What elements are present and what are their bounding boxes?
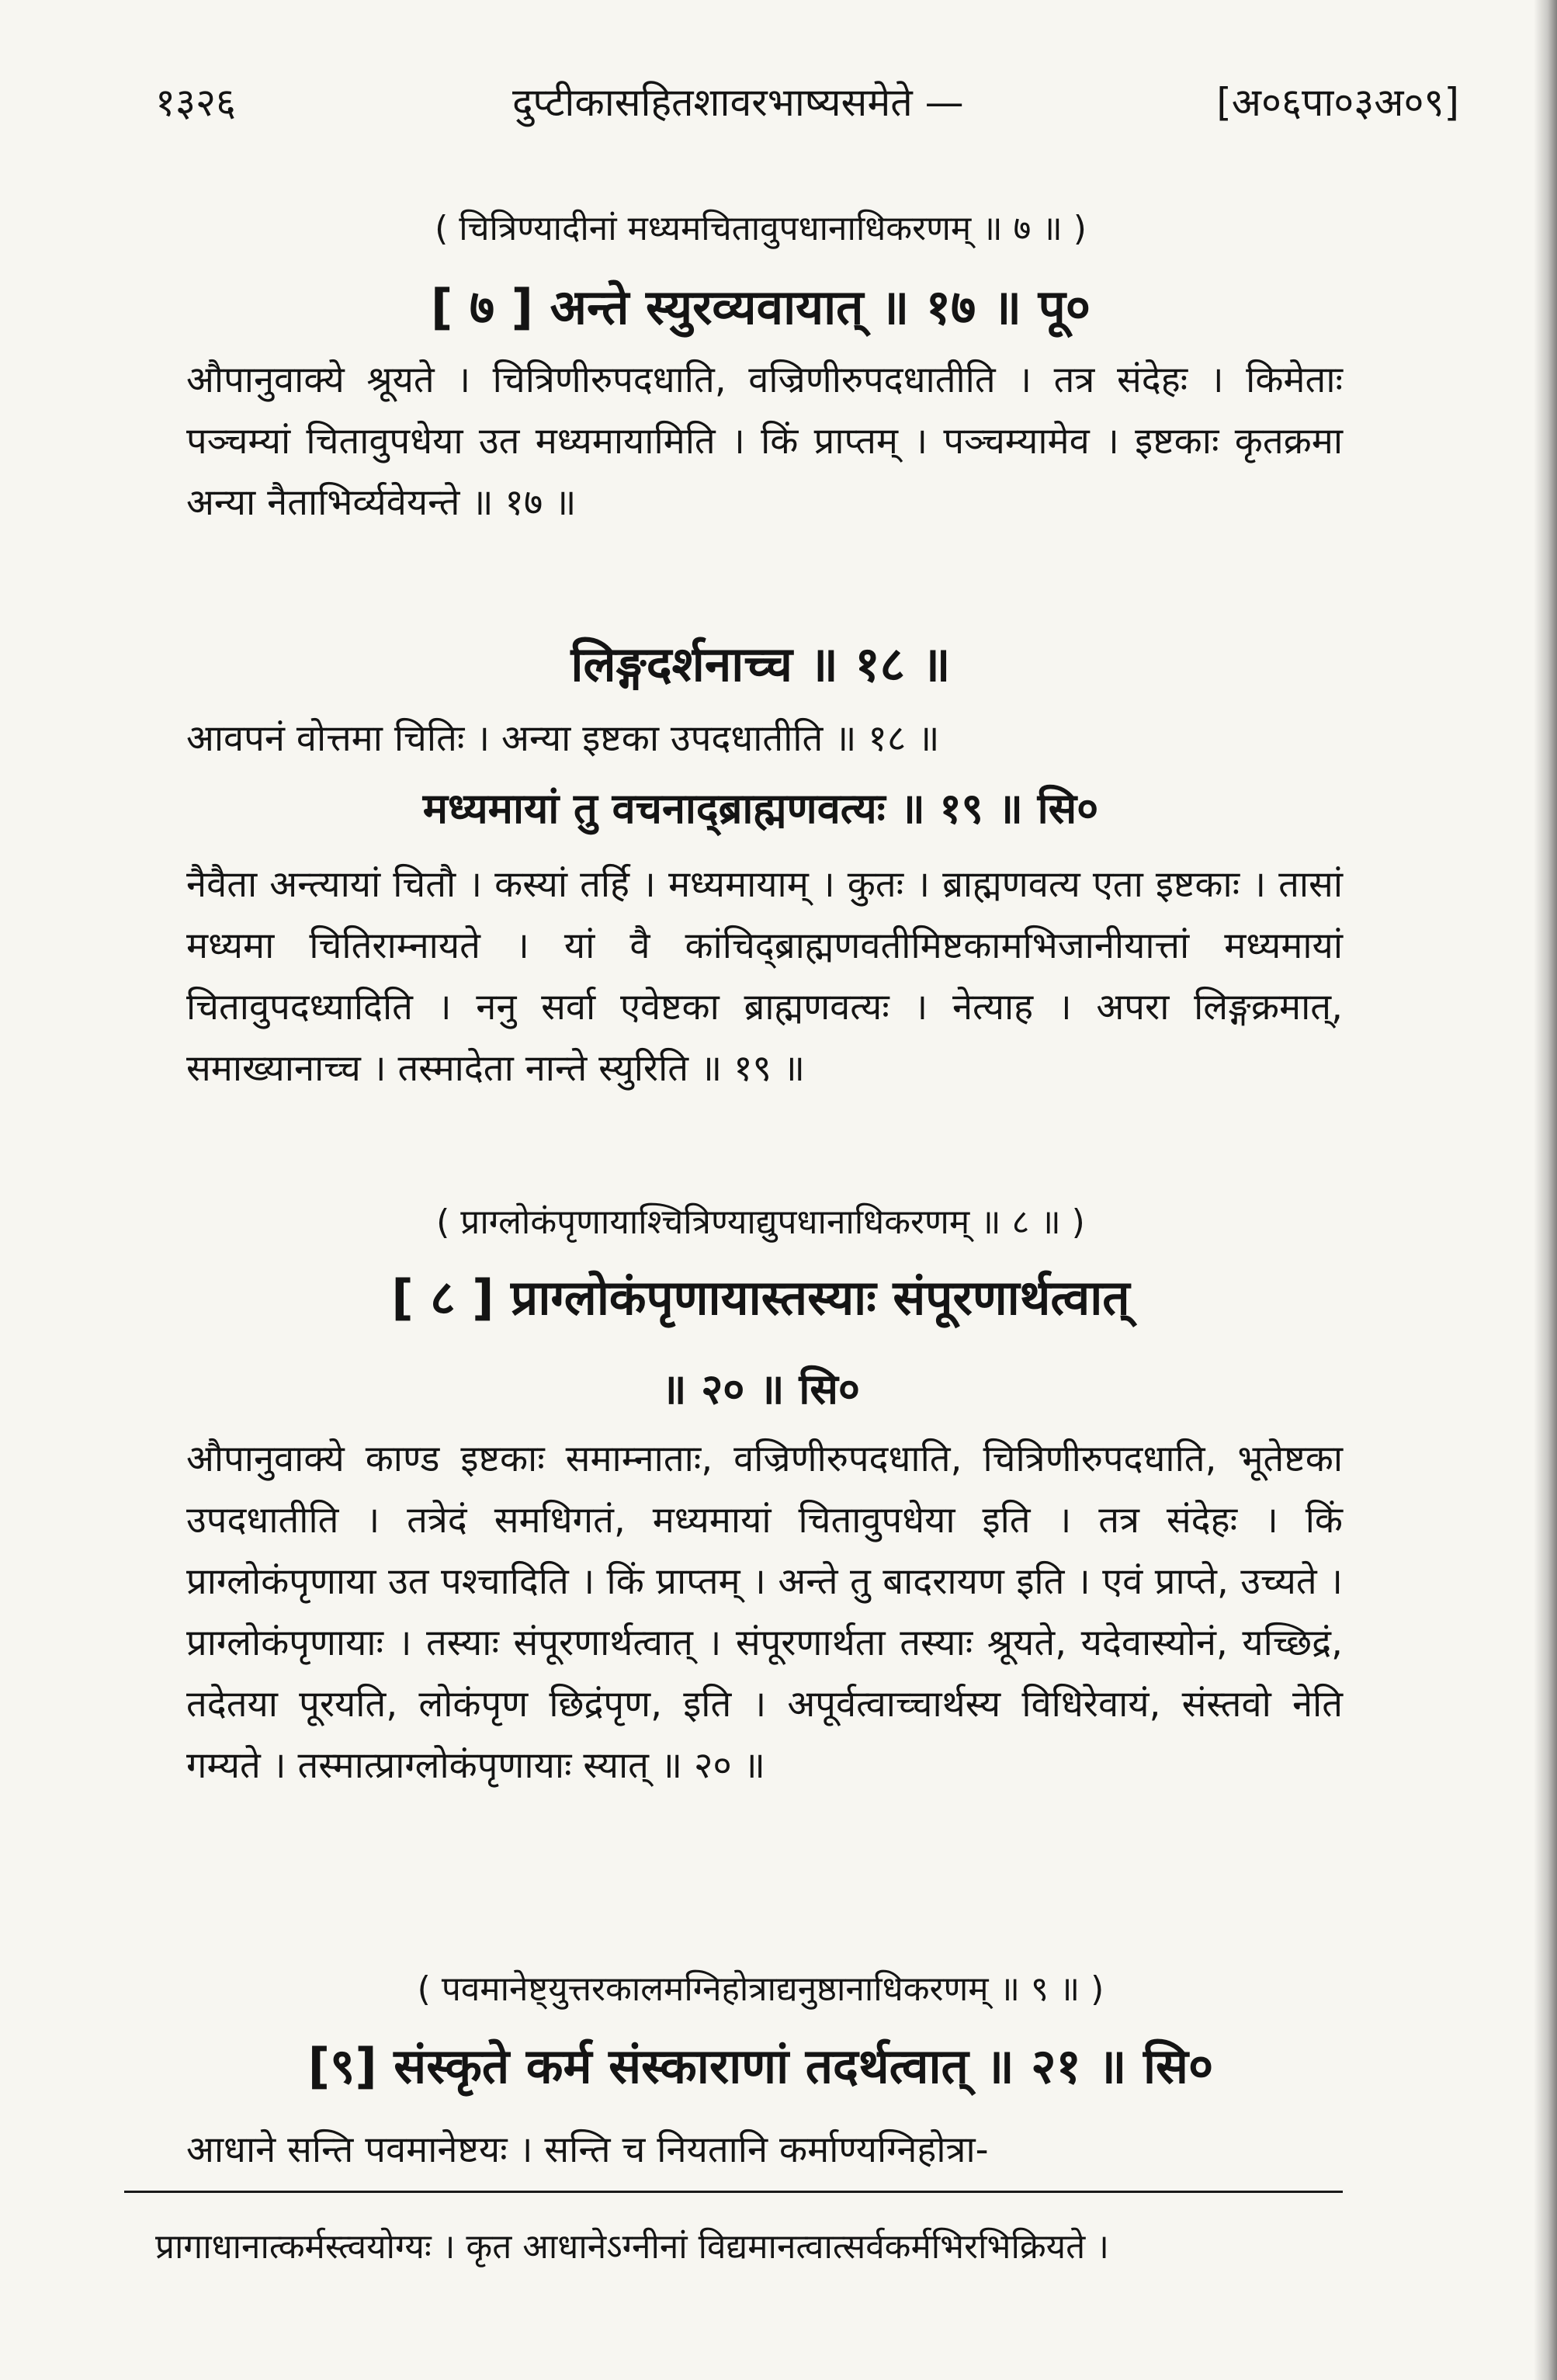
scan-edge-shadow — [1534, 0, 1557, 2380]
sutra-18: लिङ्गदर्शनाच्च ॥ १८ ॥ — [570, 636, 951, 692]
adhikarana-heading: ( चित्रिण्यादीनां मध्यमचितावुपधानाधिकरणम् ॥ ७ ॥ ) — [435, 209, 1087, 248]
bhashya-19: नैवैता अन्त्यायां चितौ । कस्यां तर्हि । मध्यमायाम् । कुतः । ब्राह्मणवत्य एता इष्टकाः । तासां मध्यमा चितिराम्नायते । यां वै कांचिद्ब्राह्मणवतीमिष्टकामभिजानीयात्तां मध्यमायां चितावुपदध्यादिति । ननु सर्वा एवेष्टका ब्राह्मणवत्यः । नेत्याह । अपरा लिङ्गक्रमात्, समाख्यानाच्च । तस्मादेता नान्ते स्युरिति ॥ १९ ॥ — [186, 863, 1343, 1090]
sutra-20-number: ॥ २० ॥ सि० — [661, 1365, 860, 1414]
sutra-17: [ ७ ] अन्ते स्युरव्यवायात् ॥ १७ ॥ पू० — [430, 279, 1091, 335]
bhashya-17: औपानुवाक्ये श्रूयते । चित्रिणीरुपदधाति, वज्रिणीरुपदधातीति । तत्र संदेहः । किमेताः पञ्चम्यां चितावुपधेया उत मध्यमायामिति । किं प्राप्तम् । पञ्चम्यामेव । इष्टकाः कृतक्रमा अन्या नैताभिर्व्यवेयन्ते ॥ १७ ॥ — [186, 359, 1343, 524]
sutra-19: मध्यमायां तु वचनाद्ब्राह्मणवत्यः ॥ १९ ॥ सि० — [422, 784, 1099, 833]
bhashya-21: आधाने सन्ति पवमानेष्टयः । सन्ति च नियतानि कर्माण्यग्निहोत्रा- — [186, 2128, 989, 2171]
bhashya-18: आवपनं वोत्तमा चितिः । अन्या इष्टका उपदधातीति ॥ १८ ॥ — [186, 717, 940, 760]
sutra-20: [ ८ ] प्राग्लोकंपृणायास्तस्याः संपूरणार्थत्वात् — [391, 1269, 1130, 1326]
footnote-divider — [124, 2191, 1343, 2193]
footnote: प्रागाधानात्कर्मस्त्वयोग्यः । कृत आधानेऽग्नीनां विद्यमानत्वात्सर्वकर्मभिरभिक्रियते । — [155, 2227, 1109, 2267]
running-title: दुप्टीकासहितशावरभाष्यसमेते — — [512, 80, 964, 125]
chapter-reference: [अ०६पा०३अ०९] — [1216, 80, 1459, 125]
running-header — [155, 75, 1459, 137]
bhashya-20: औपानुवाक्ये काण्ड इष्टकाः समाम्नाताः, वज्रिणीरुपदधाति, चित्रिणीरुपदधाति, भूतेष्टका उपदधातीति । तत्रेदं समधिगतं, मध्यमायां चितावुपधेया इति । तत्र संदेहः । किं प्राग्लोकंपृणाया उत पश्चादिति । किं प्राप्तम् । अन्ते तु बादरायण इति । एवं प्राप्ते, उच्यते । प्राग्लोकंपृणायाः । तस्याः संपूरणार्थत्वात् । संपूरणार्थता तस्याः श्रूयते, यदेवास्योनं, यच्छिद्रं, तदेतया पूरयति, लोकंपृण छिद्रंपृण, इति । अपूर्वत्वाच्चार्थस्य विधिरेवायं, संस्तवो नेति गम्यते । तस्मात्प्राग्लोकंपृणायाः स्यात् ॥ २० ॥ — [186, 1438, 1343, 1787]
adhikarana-heading: ( पवमानेष्ट्युत्तरकालमग्निहोत्राद्यनुष्ठानाधिकरणम् ॥ ९ ॥ ) — [417, 1969, 1104, 2009]
adhikarana-heading: ( प्राग्लोकंपृणायाश्चित्रिण्याद्युपधानाधिकरणम् ॥ ८ ॥ ) — [436, 1202, 1085, 1242]
page-number: १३२६ — [155, 80, 236, 125]
sutra-21: [९] संस्कृते कर्म संस्काराणां तदर्थत्वात् ॥ २१ ॥ सि० — [307, 2038, 1214, 2094]
